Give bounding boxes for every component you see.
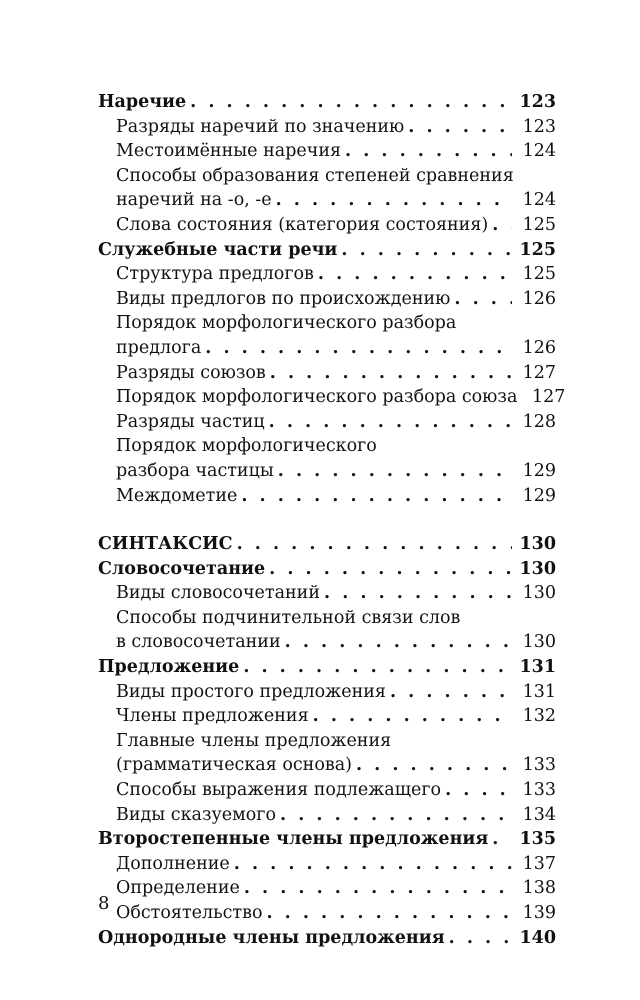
toc-entry-title: Структура предлогов bbox=[116, 264, 314, 285]
toc-entry bbox=[98, 630, 556, 655]
toc-entry-title: Обстоятельство bbox=[116, 903, 263, 923]
toc-entry-page: 123 bbox=[519, 92, 556, 112]
toc-entry bbox=[98, 213, 556, 238]
toc-leader-dots bbox=[285, 630, 512, 655]
toc-entry-page: 140 bbox=[519, 927, 556, 948]
toc-entry-page: 127 bbox=[522, 362, 556, 383]
toc-entry-page: 130 bbox=[522, 632, 556, 653]
toc-entry bbox=[98, 410, 556, 435]
toc-entry-title: Виды предлогов по происхождению bbox=[116, 288, 451, 309]
toc-entry-page: 123 bbox=[522, 116, 556, 137]
toc-entry-title: Способы подчинительной связи слов bbox=[116, 607, 461, 628]
toc-entry-title: Виды словосочетаний bbox=[116, 583, 321, 604]
toc-entry bbox=[98, 385, 566, 410]
toc-leader-dots bbox=[237, 532, 512, 557]
toc-entry-title: наречий на -о, -е bbox=[116, 190, 272, 211]
toc-entry-title: Наречие bbox=[98, 92, 187, 112]
toc-leader-dots bbox=[445, 778, 512, 803]
toc-entry-page: 130 bbox=[519, 558, 556, 579]
toc-entry-title: Предложение bbox=[98, 657, 240, 678]
toc-entry-title: Слова состояния (категория состояния) bbox=[116, 214, 489, 235]
toc-entry bbox=[98, 680, 556, 705]
toc-entry-page: 126 bbox=[522, 288, 556, 309]
toc-entry-title: Порядок морфологического разбора bbox=[116, 313, 457, 334]
toc-entry bbox=[98, 729, 556, 754]
toc-leader-dots bbox=[205, 336, 512, 361]
toc-leader-dots bbox=[454, 287, 512, 312]
toc-leader-dots bbox=[492, 827, 512, 852]
toc-entry bbox=[98, 459, 556, 484]
toc-entry-page: 138 bbox=[522, 878, 556, 899]
toc-entry-title: разбора частицы bbox=[116, 460, 274, 481]
toc-entry bbox=[98, 753, 556, 778]
toc-entry-page: 125 bbox=[522, 264, 556, 285]
toc-entry bbox=[98, 926, 556, 951]
toc-leader-dots bbox=[267, 901, 513, 926]
toc-entry-page: 124 bbox=[522, 190, 556, 211]
toc-entry-page: 133 bbox=[522, 780, 556, 801]
toc-entry-page: 125 bbox=[519, 239, 556, 260]
toc-leader-dots bbox=[345, 139, 512, 164]
toc-entry-page: 125 bbox=[522, 214, 556, 235]
toc-entry bbox=[98, 164, 556, 189]
toc-entry bbox=[98, 90, 556, 115]
toc-leader-dots bbox=[356, 753, 512, 778]
toc-entry-page: 135 bbox=[519, 829, 556, 850]
toc-entry-title: Словосочетание bbox=[98, 558, 266, 579]
toc-entry-title: Второстепенные члены предложения bbox=[98, 829, 489, 850]
toc-entry bbox=[98, 557, 556, 582]
toc-entry-page: 124 bbox=[522, 141, 556, 162]
toc-leader-dots bbox=[241, 484, 512, 509]
toc-entry bbox=[98, 139, 556, 164]
toc-leader-dots bbox=[318, 262, 512, 287]
toc-entry bbox=[98, 778, 556, 803]
toc-entry-page: 132 bbox=[522, 706, 556, 727]
toc-entry-page: 129 bbox=[522, 485, 556, 506]
toc-entry-title: Способы образования степеней сравнения bbox=[116, 165, 514, 186]
toc-leader-dots bbox=[492, 213, 512, 238]
toc-entry-title: (грамматическая основа) bbox=[116, 755, 352, 776]
toc-leader-dots bbox=[190, 90, 512, 115]
toc-leader-dots bbox=[278, 459, 512, 484]
toc-entry-title: Разряды частиц bbox=[116, 411, 265, 432]
toc-entry bbox=[98, 532, 556, 557]
toc-entry bbox=[98, 188, 556, 213]
toc-entry bbox=[98, 803, 556, 828]
toc-leader-dots bbox=[341, 238, 512, 263]
toc-entry-title: Разряды наречий по значению bbox=[116, 116, 405, 137]
toc-leader-dots bbox=[276, 188, 512, 213]
toc-leader-dots bbox=[280, 803, 512, 828]
toc-entry-title: Главные члены предложения bbox=[116, 730, 392, 751]
toc-leader-dots bbox=[313, 704, 512, 729]
toc-entry-page: 126 bbox=[522, 337, 556, 358]
toc-entry-page: 131 bbox=[522, 681, 556, 702]
toc-entry-title: Виды простого предложения bbox=[116, 681, 386, 702]
toc-leader-dots bbox=[234, 852, 512, 877]
toc-entry-title: Способы выражения подлежащего bbox=[116, 780, 442, 801]
toc-entry bbox=[98, 901, 556, 926]
toc-entry-page: 128 bbox=[522, 411, 556, 432]
toc-entry-title: Порядок морфологического bbox=[116, 436, 377, 457]
toc-entry bbox=[98, 852, 556, 877]
toc-leader-dots bbox=[243, 655, 512, 680]
toc-leader-dots bbox=[324, 581, 512, 606]
toc-entry-title: СИНТАКСИС bbox=[98, 534, 233, 555]
toc-entry-page: 129 bbox=[522, 460, 556, 481]
toc-entry-page: 130 bbox=[519, 534, 556, 555]
table-of-contents bbox=[98, 90, 566, 950]
toc-leader-dots bbox=[390, 680, 512, 705]
toc-entry-page: 127 bbox=[531, 387, 566, 408]
toc-entry bbox=[98, 581, 556, 606]
toc-entry-title: Дополнение bbox=[116, 853, 230, 874]
toc-entry-title: Местоимённые наречия bbox=[116, 141, 342, 162]
toc-entry bbox=[98, 238, 556, 263]
toc-entry-title: Разряды союзов bbox=[116, 362, 266, 383]
toc-leader-dots bbox=[269, 557, 512, 582]
toc-entry-page: 137 bbox=[522, 853, 556, 874]
toc-entry bbox=[98, 655, 556, 680]
toc-entry-title: Виды сказуемого bbox=[116, 804, 277, 825]
toc-entry-title: Однородные члены предложения bbox=[98, 927, 445, 948]
toc-leader-dots bbox=[244, 876, 512, 901]
toc-entry-title: в словосочетании bbox=[116, 632, 281, 653]
toc-entry-title: Члены предложения bbox=[116, 706, 309, 727]
toc-entry bbox=[98, 827, 556, 852]
toc-entry bbox=[98, 336, 556, 361]
toc-entry bbox=[98, 876, 556, 901]
toc-entry bbox=[98, 606, 556, 631]
toc-entry-title: Определение bbox=[116, 878, 240, 899]
page-number: 8 bbox=[98, 893, 110, 914]
toc-entry-page: 133 bbox=[522, 755, 556, 776]
toc-entry-title: Междометие bbox=[116, 485, 238, 506]
toc-entry-title: Служебные части речи bbox=[98, 239, 338, 260]
toc-entry bbox=[98, 287, 556, 312]
toc-entry bbox=[98, 311, 556, 336]
toc-entry bbox=[98, 484, 556, 509]
toc-entry-page: 130 bbox=[522, 583, 556, 604]
toc-leader-dots bbox=[408, 115, 512, 140]
toc-entry bbox=[98, 115, 556, 140]
toc-entry-page: 134 bbox=[522, 804, 556, 825]
toc-entry-title: Порядок морфологического разбора союза bbox=[116, 387, 518, 408]
toc-entry-page: 131 bbox=[519, 657, 556, 678]
toc-leader-dots bbox=[449, 926, 512, 951]
toc-entry bbox=[98, 704, 556, 729]
toc-entry-title: предлога bbox=[116, 337, 202, 358]
toc-leader-dots bbox=[269, 410, 512, 435]
toc-entry bbox=[98, 361, 556, 386]
toc-entry bbox=[98, 434, 556, 459]
toc-entry bbox=[98, 262, 556, 287]
toc-entry-page: 139 bbox=[522, 903, 556, 923]
toc-leader-dots bbox=[270, 361, 512, 386]
